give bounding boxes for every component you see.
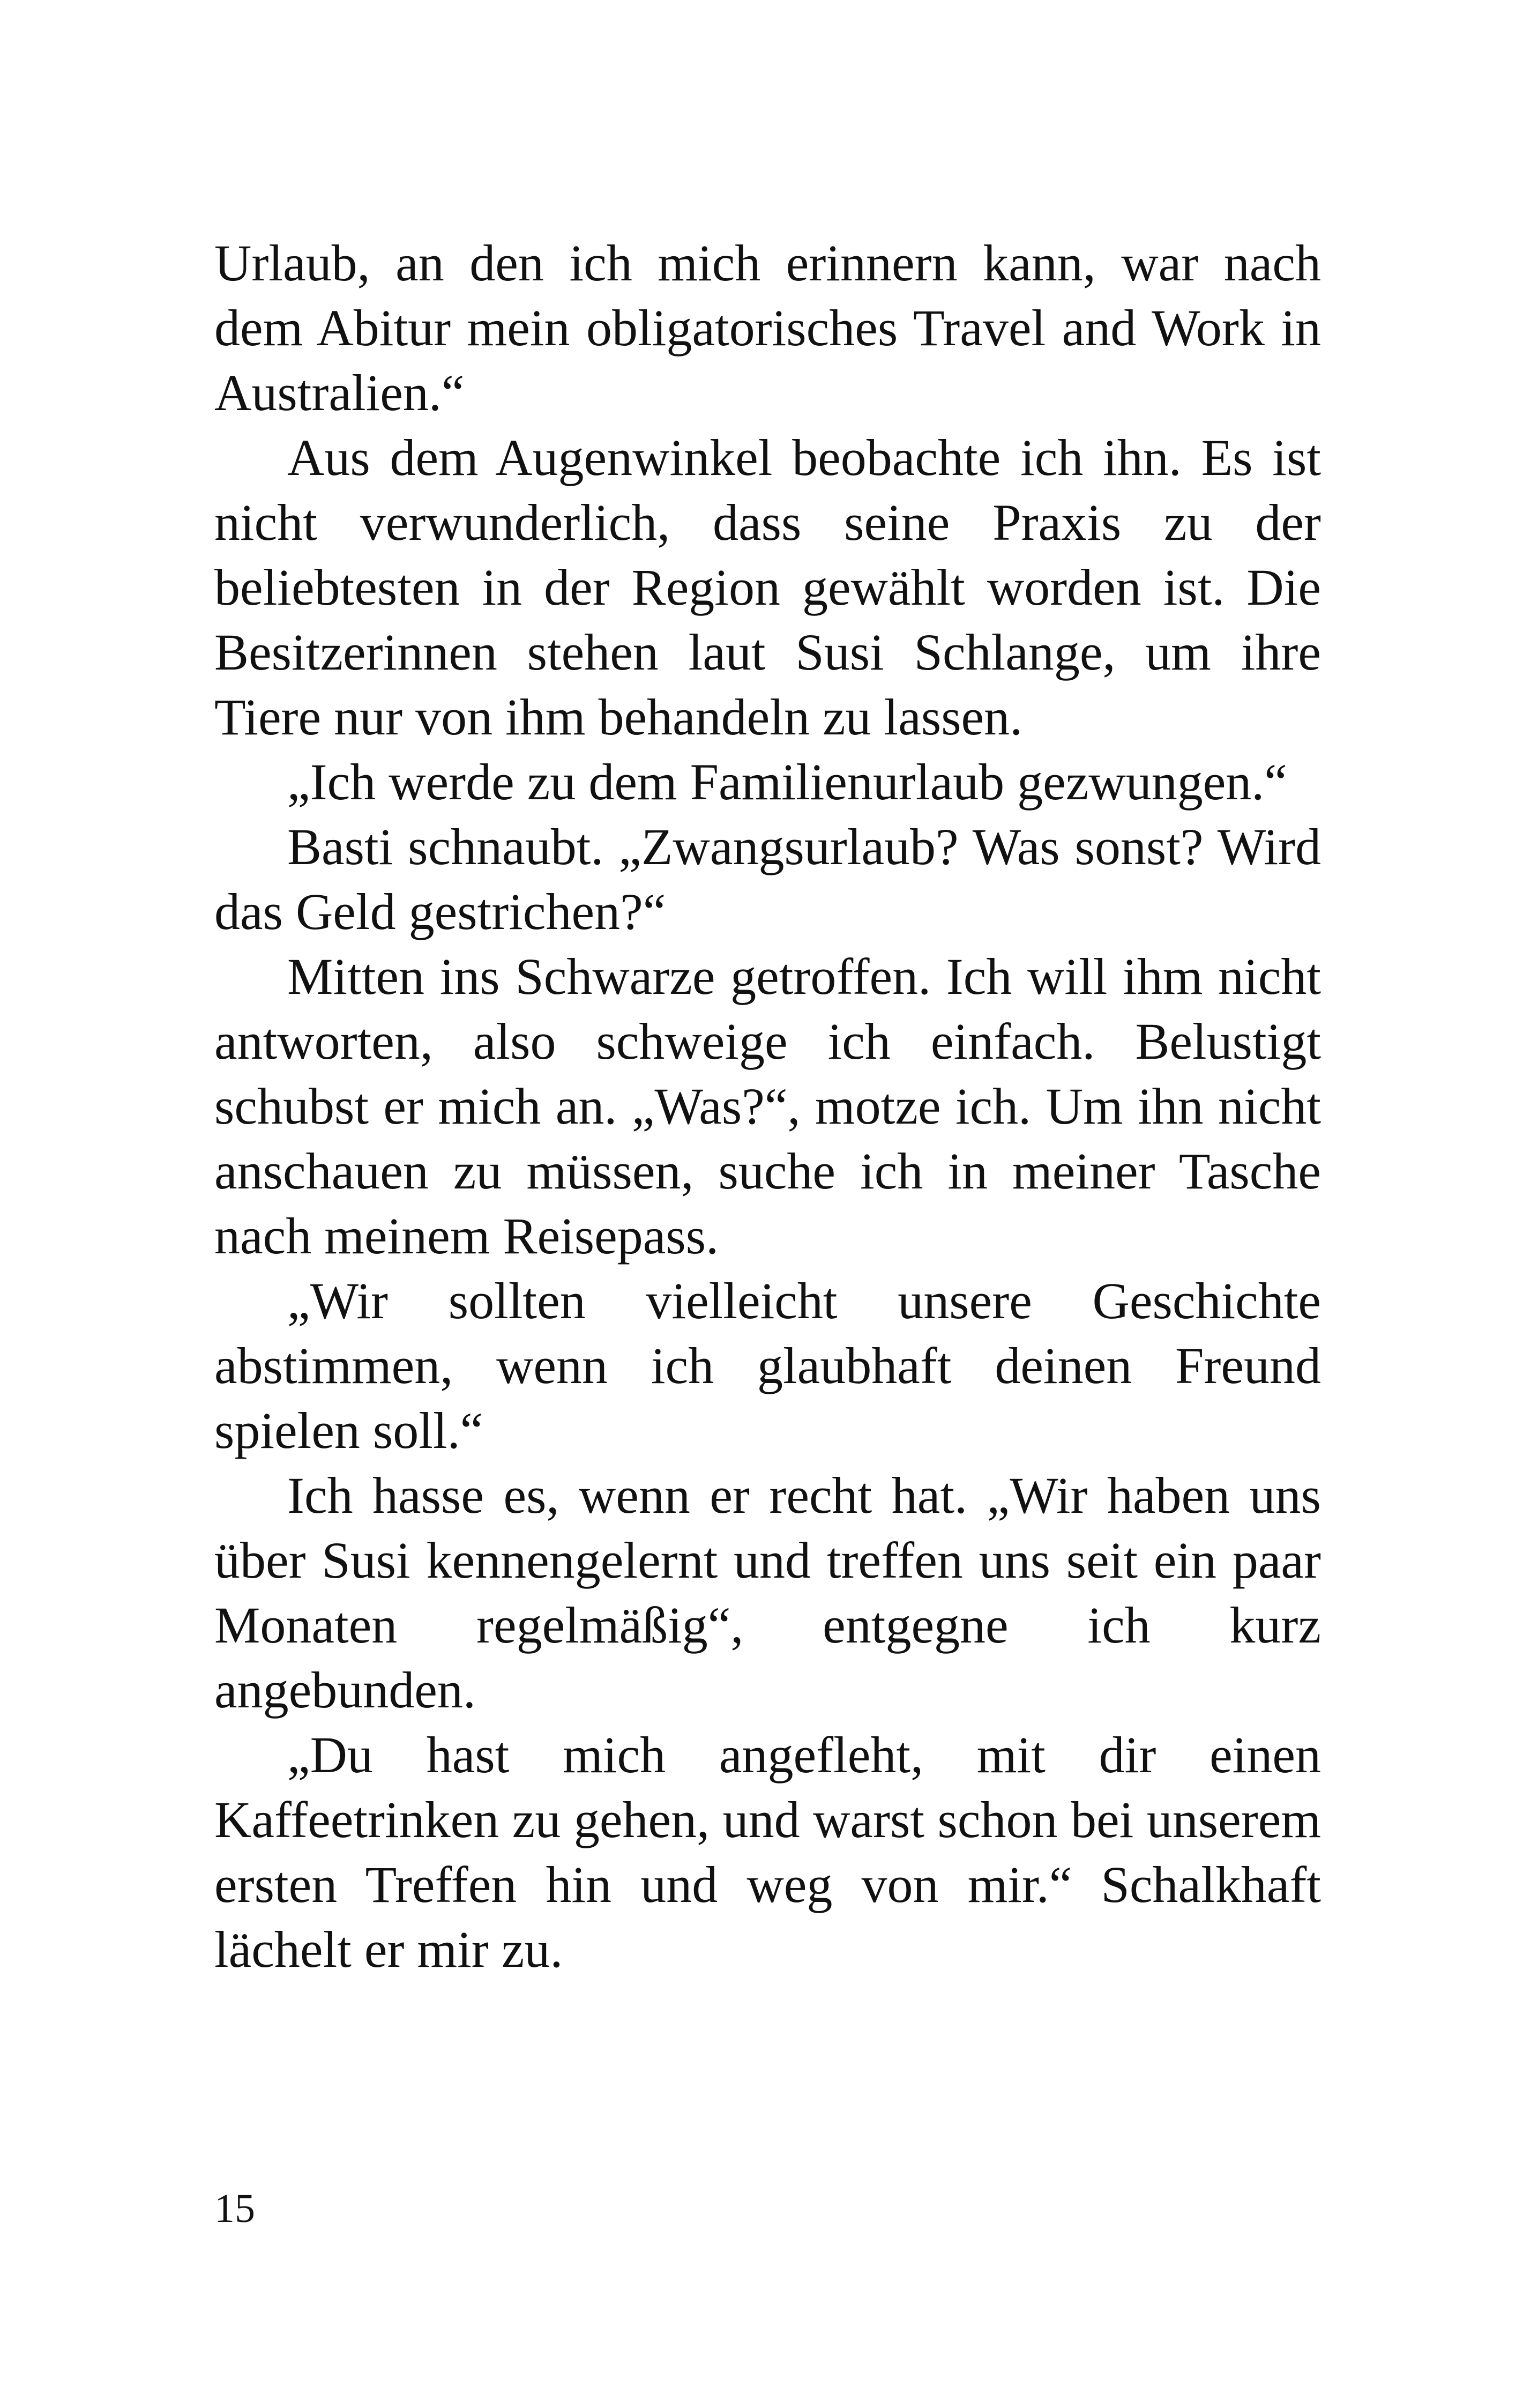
paragraph-2: Aus dem Augenwinkel beobachte ich ihn. Es ist nicht verwunderlich, dass seine Praxis zu der beliebtesten in der Region gewählt worden ist. Die Besitzerinnen stehen laut Susi Schlange, um ihre Tiere nur von ihm behandeln zu lassen. [214,429,1321,746]
paragraph-7: Ich hasse es, wenn er recht hat. „Wir haben uns über Susi kennengelernt und treffen uns seit ein paar Monaten regelmäßig“, entgegne ich kurz angebunden. [214,1467,1321,1719]
paragraph-5: Mitten ins Schwarze getroffen. Ich will ihm nicht antworten, also schweige ich einfach. Belustigt schubst er mich an. „Was?“, motze ich. Um ihn nicht anschauen zu müssen, suche ich in meiner Tasche nach meinem Reisepass. [214,948,1321,1265]
paragraph-4: Basti schnaubt. „Zwangsurlaub? Was sonst? Wird das Geld gestrichen?“ [214,818,1321,940]
paragraph-8: „Du hast mich angefleht, mit dir einen Kaffeetrinken zu gehen, und warst schon bei unserem ersten Treffen hin und weg von mir.“ Schalkhaft lächelt er mir zu. [214,1726,1321,1978]
body-text [214,231,1321,1982]
page-number: 15 [214,2186,255,2231]
paragraph-3: „Ich werde zu dem Familienurlaub gezwungen.“ [287,753,1287,811]
paragraph-6: „Wir sollten vielleicht unsere Geschichte abstimmen, wenn ich glaubhaft deinen Freund spielen soll.“ [214,1272,1321,1459]
paragraph-1: Urlaub, an den ich mich erinnern kann, war nach dem Abitur mein obligatorisches Travel and Work in Australien.“ [214,234,1321,421]
